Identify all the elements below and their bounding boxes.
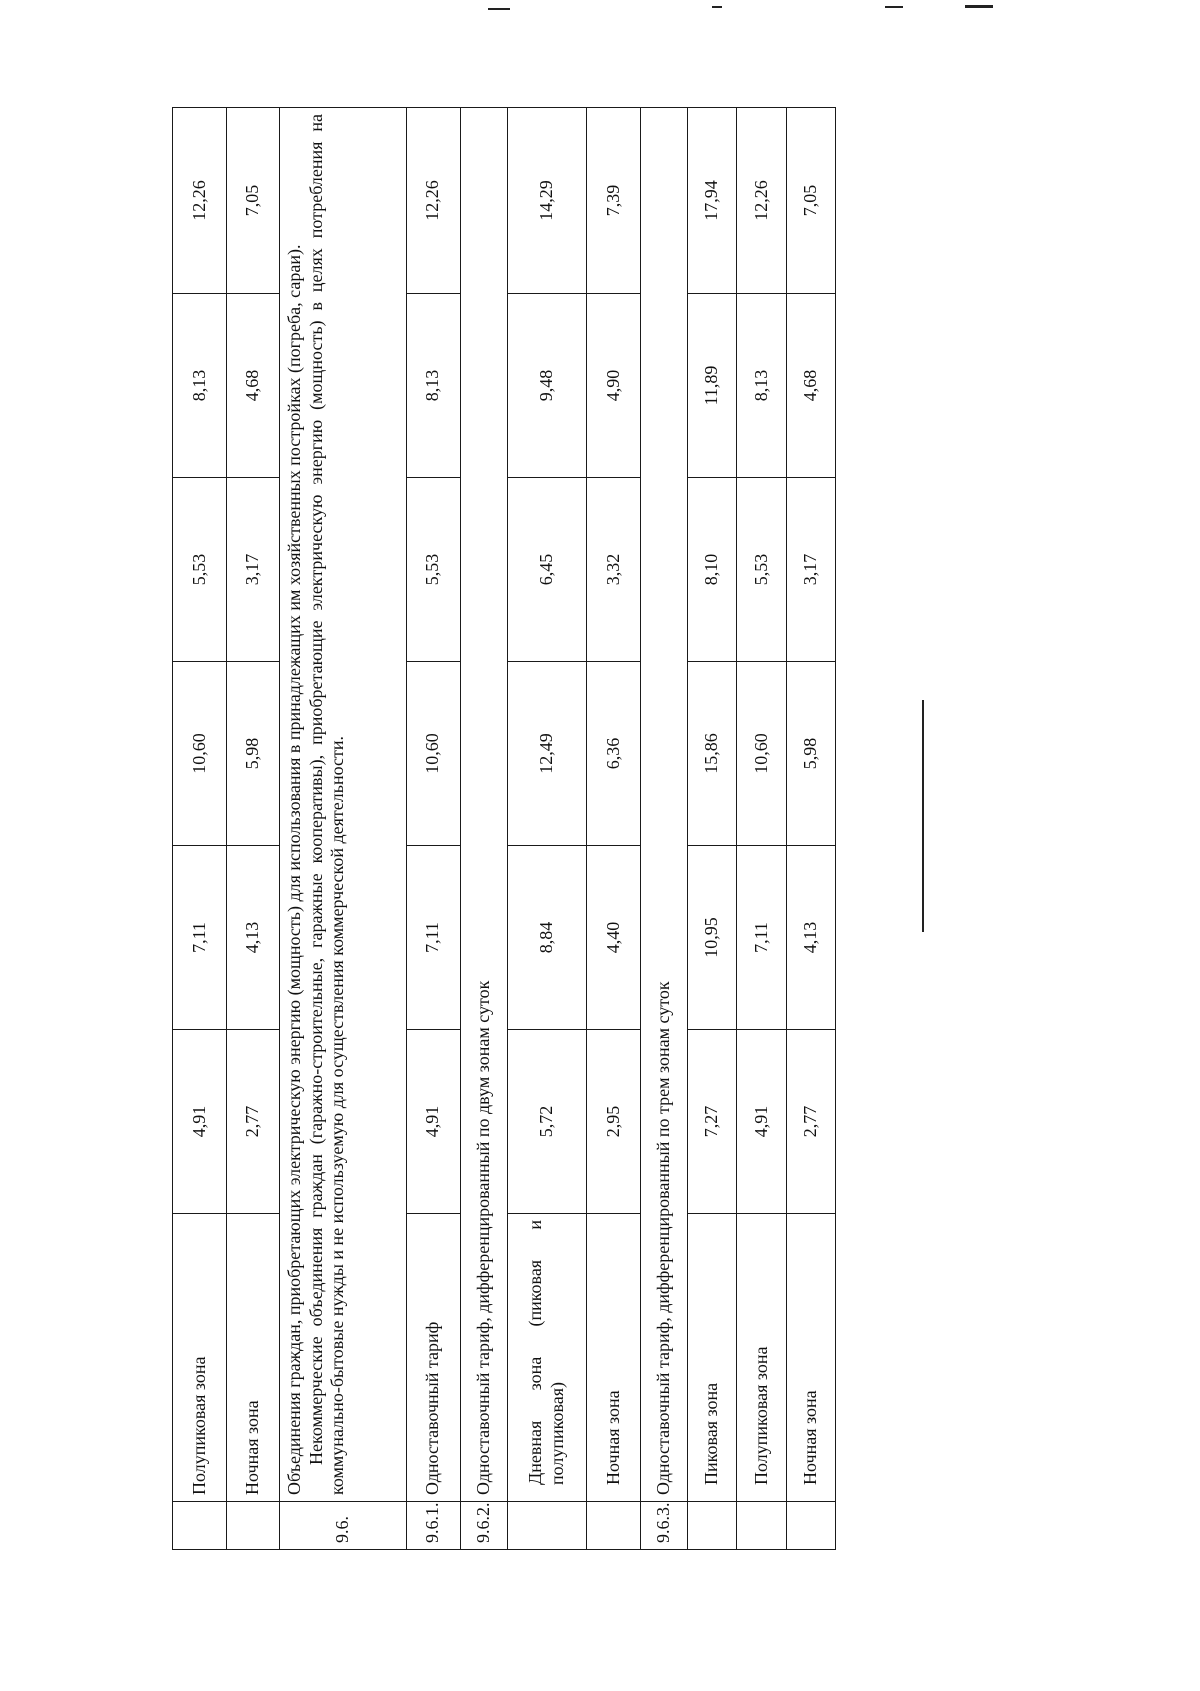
value-cell: 8,13 [406, 294, 460, 478]
table-row [173, 108, 227, 1550]
scan-mark-2 [712, 6, 722, 8]
value-cell: 7,11 [737, 846, 786, 1030]
row-label: Ночная зона [786, 1214, 835, 1502]
code-cell [687, 1502, 736, 1550]
table-row [786, 108, 835, 1550]
value-cell: 3,32 [587, 478, 641, 662]
value-cell: 2,77 [226, 1030, 280, 1214]
value-cell: 4,68 [226, 294, 280, 478]
value-cell: 6,36 [587, 662, 641, 846]
value-cell: 7,27 [687, 1030, 736, 1214]
scan-mark-1 [488, 8, 510, 10]
value-cell: 4,13 [786, 846, 835, 1030]
section-description [280, 108, 407, 1502]
code-cell [737, 1502, 786, 1550]
scan-mark-4 [965, 5, 993, 8]
value-cell: 8,13 [173, 294, 227, 478]
section-code: 9.6.1. [406, 1502, 460, 1550]
value-cell: 12,26 [406, 108, 460, 294]
value-cell: 7,39 [587, 108, 641, 294]
value-cell: 10,60 [173, 662, 227, 846]
value-cell: 11,89 [687, 294, 736, 478]
section-row [280, 108, 407, 1550]
value-cell: 7,11 [173, 846, 227, 1030]
tariff-table [172, 107, 836, 1550]
row-label: Одноставочный тариф [406, 1214, 460, 1502]
value-cell: 4,91 [406, 1030, 460, 1214]
value-cell: 10,60 [406, 662, 460, 846]
value-cell: 5,72 [507, 1030, 586, 1214]
table-row [687, 108, 736, 1550]
value-cell: 5,53 [173, 478, 227, 662]
code-cell [173, 1502, 227, 1550]
value-cell: 10,95 [687, 846, 736, 1030]
value-cell: 5,98 [786, 662, 835, 846]
row-label: Полупиковая зона [173, 1214, 227, 1502]
value-cell: 5,53 [406, 478, 460, 662]
code-cell [587, 1502, 641, 1550]
value-cell: 4,68 [786, 294, 835, 478]
value-cell: 4,91 [173, 1030, 227, 1214]
section-code: 9.6. [280, 1502, 407, 1550]
section-row [640, 108, 687, 1550]
value-cell: 8,13 [737, 294, 786, 478]
value-cell: 3,17 [786, 478, 835, 662]
code-cell [507, 1502, 586, 1550]
scan-mark-3 [885, 6, 903, 8]
value-cell: 5,98 [226, 662, 280, 846]
value-cell: 9,48 [507, 294, 586, 478]
row-label: Пиковая зона [687, 1214, 736, 1502]
value-cell: 6,45 [507, 478, 586, 662]
value-cell: 2,77 [786, 1030, 835, 1214]
value-cell: 7,05 [226, 108, 280, 294]
value-cell: 5,53 [737, 478, 786, 662]
table-row [587, 108, 641, 1550]
value-cell: 12,26 [173, 108, 227, 294]
table-row [226, 108, 280, 1550]
rotated-page [172, 108, 836, 1550]
value-cell: 12,49 [507, 662, 586, 846]
row-label: Ночная зона [226, 1214, 280, 1502]
value-cell: 4,90 [587, 294, 641, 478]
value-cell: 7,05 [786, 108, 835, 294]
value-cell: 4,91 [737, 1030, 786, 1214]
section-heading: Одноставочный тариф, дифференцированный по двум зонам суток [460, 108, 507, 1502]
row-label: Дневная зона (пиковая и полупиковая) [507, 1214, 586, 1502]
value-cell: 17,94 [687, 108, 736, 294]
table-row [507, 108, 586, 1550]
value-cell: 2,95 [587, 1030, 641, 1214]
value-cell: 15,86 [687, 662, 736, 846]
section-heading: Одноставочный тариф, дифференцированный по трем зонам суток [640, 108, 687, 1502]
table-row [737, 108, 786, 1550]
section-code: 9.6.3. [640, 1502, 687, 1550]
value-cell: 7,11 [406, 846, 460, 1030]
table-row [406, 108, 460, 1550]
row-label: Ночная зона [587, 1214, 641, 1502]
value-cell: 8,84 [507, 846, 586, 1030]
section-code: 9.6.2. [460, 1502, 507, 1550]
code-cell [226, 1502, 280, 1550]
value-cell: 8,10 [687, 478, 736, 662]
value-cell: 3,17 [226, 478, 280, 662]
value-cell: 4,40 [587, 846, 641, 1030]
value-cell: 14,29 [507, 108, 586, 294]
section-row [460, 108, 507, 1550]
row-label: Полупиковая зона [737, 1214, 786, 1502]
section-text-1: Объединения граждан, приобретающих электрическую энергию (мощность) для использования в принадлежащих им хозяйственных постройках (погреба, сараи). [284, 244, 305, 1495]
value-cell: 12,26 [737, 108, 786, 294]
separator-line [922, 700, 924, 932]
section-text-2: Некоммерческие объединения граждан (гаражно-строительные, гаражные кооперативы), приобретающие электрическую энергию (мощность) в целях потребления на коммунально-бытовые нужды и не используемую для осуществления коммерческой деятельности. [305, 114, 348, 1495]
value-cell: 10,60 [737, 662, 786, 846]
code-cell [786, 1502, 835, 1550]
value-cell: 4,13 [226, 846, 280, 1030]
